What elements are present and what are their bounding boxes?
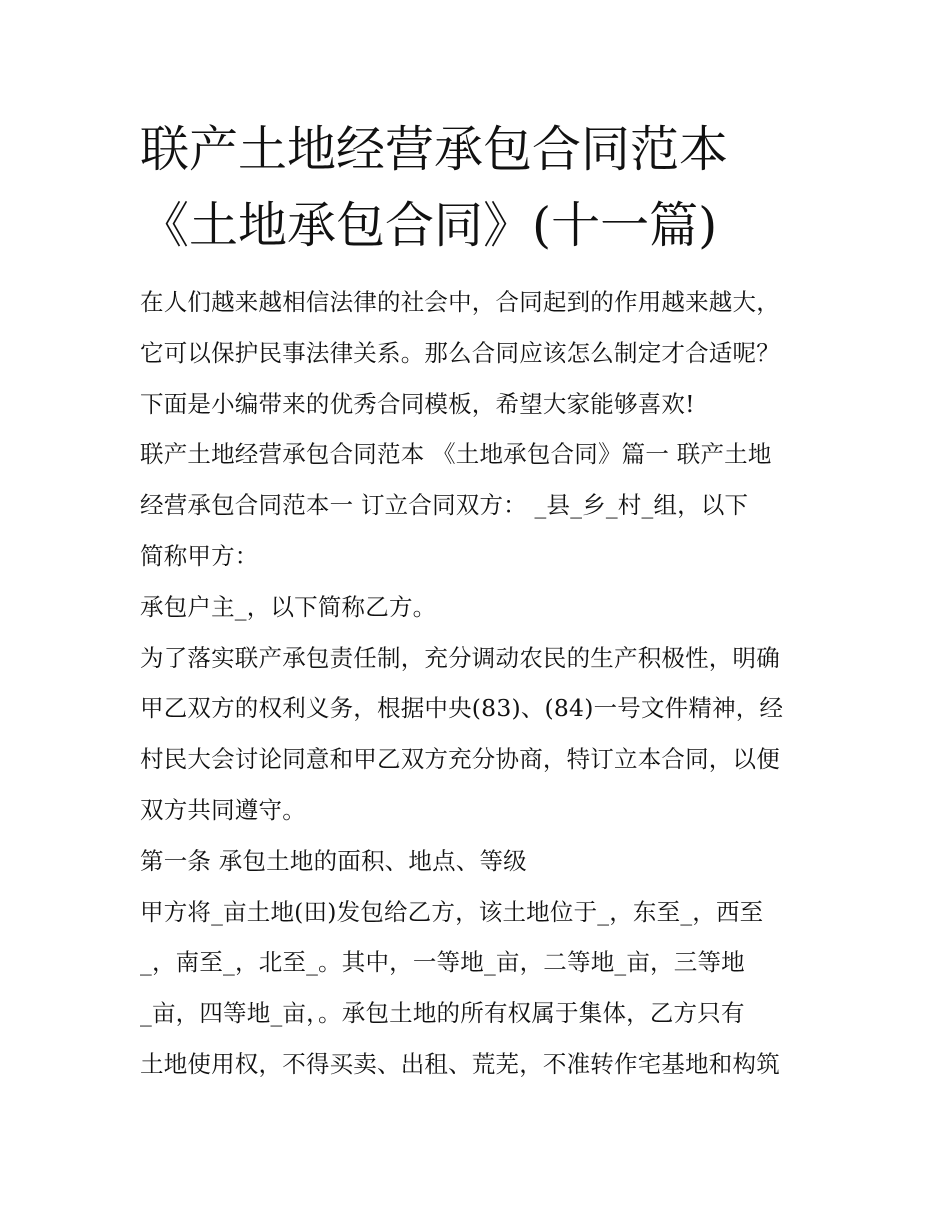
body-line-5: 经营承包合同范本一 订立合同双方： _县_乡_村_组，以下 <box>140 491 749 520</box>
title-line-1: 联产土地经营承包合同范本 <box>140 121 729 178</box>
body-line-4: 联产土地经营承包合同范本 《土地承包合同》篇一 联产土地 <box>140 440 772 469</box>
body-line-13: 甲方将_亩土地(田)发包给乙方，该土地位于_，东至_，西至 <box>140 897 764 926</box>
body-line-15: _亩，四等地_亩，。承包土地的所有权属于集体，乙方只有 <box>140 999 745 1028</box>
body-line-11: 双方共同遵守。 <box>140 795 306 824</box>
body-line-7: 承包户主_，以下简称乙方。 <box>140 592 437 621</box>
document-title <box>140 112 860 264</box>
body-line-14: _，南至_，北至_。其中，一等地_亩，二等地_亩，三等地 <box>140 948 745 977</box>
document-body <box>140 277 820 1090</box>
body-line-8: 为了落实联产承包责任制，充分调动农民的生产积极性，明确 <box>140 643 780 672</box>
body-line-3: 下面是小编带来的优秀合同模板，希望大家能够喜欢! <box>140 389 695 418</box>
body-line-1: 在人们越来越相信法律的社会中，合同起到的作用越来越大， <box>140 288 780 316</box>
body-line-9: 甲乙双方的权利义务，根据中央(83)、(84)一号文件精神，经 <box>140 694 784 723</box>
body-line-16: 土地使用权，不得买卖、出租、荒芜，不准转作宅基地和构筑 <box>140 1049 780 1078</box>
title-line-2: 《土地承包合同》(十一篇) <box>140 197 718 254</box>
body-line-2: 它可以保护民事法律关系。那么合同应该怎么制定才合适呢？ <box>140 338 780 367</box>
body-line-10: 村民大会讨论同意和甲乙双方充分协商，特订立本合同，以便 <box>140 745 780 774</box>
body-line-12: 第一条 承包土地的面积、地点、等级 <box>140 846 527 875</box>
body-line-6: 简称甲方： <box>140 541 259 570</box>
